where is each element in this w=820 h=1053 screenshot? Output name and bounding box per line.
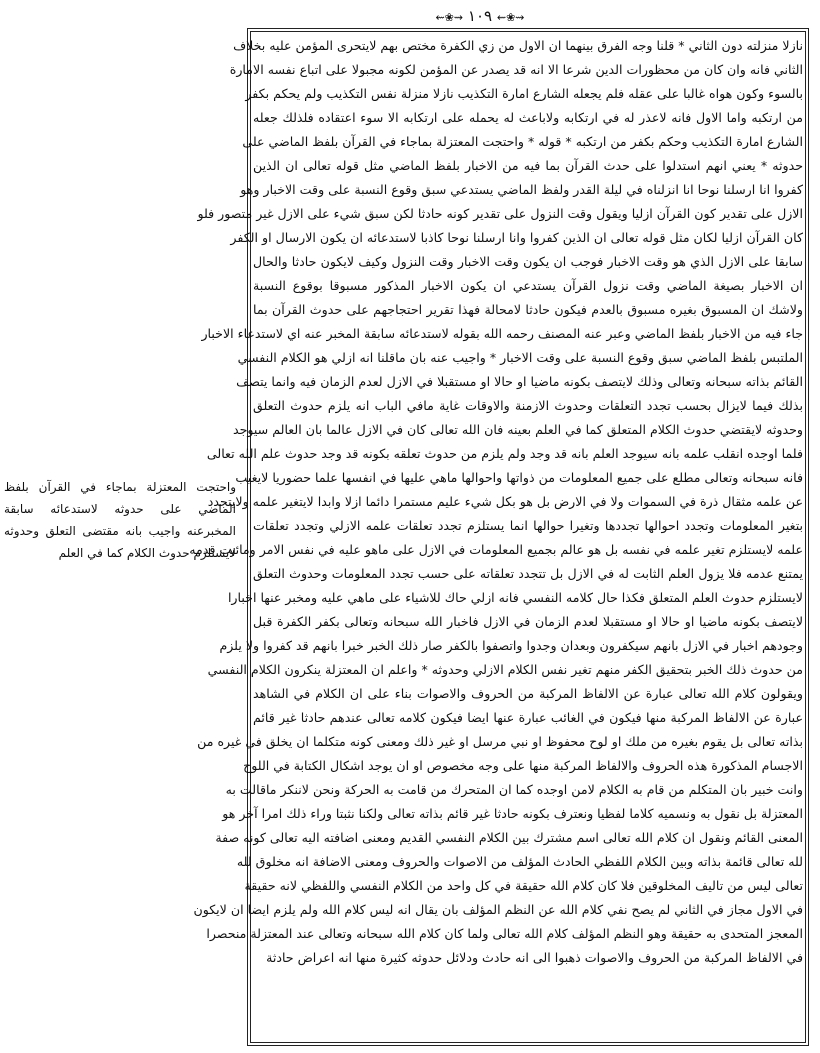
- text-line: وجودهم اخبار في الازل بانهم سيكفرون وبعدان وجدوا واتصفوا بالكفر صار ذلك الخبر خبرا بانهم قد كفروا ولا يلزم: [219, 638, 803, 653]
- text-line: جاء فيه من الاخبار بلفظ الماضي وعبر عنه المصنف رحمه الله بقوله لاستدعائه سابقة المخبر عنه اي لاستدعاء الاخبار: [201, 326, 803, 341]
- text-line: يمتنع عدمه فلا يزول العلم الثابت له في الازل بل تتجدد تعلقاته على حسب تجدد المعلومات وحدوث التعلق: [253, 566, 803, 581]
- text-line: من حدوث ذلك الخبر بتحقيق الكفر منهم تغير نفس الكلام الازلي وحدوثه * واعلم ان المعتزلة ينكرون الكلام النفسي: [207, 662, 803, 677]
- header-ornament-right: ⇜❀⇝: [496, 11, 525, 24]
- margin-note-line: المخبرعنه واجيب بانه مقتضى التعلق وحدوثه: [4, 524, 236, 538]
- text-line: بذلك فيما لايزال بحسب تجدد التعلقات وحدوث الازمنة والاوقات غاية مافي الباب انه يلزم حدوث التعلق: [253, 398, 803, 413]
- text-line: ويقولون كلام الله تعالى عبارة عن الالفاظ المركبة من الحروف والاصوات بناء على ان الكلام في الشاهد: [253, 686, 803, 701]
- text-line: كفروا انا ارسلنا نوحا انا انزلناه في ليلة القدر ولفظ الماضي يستدعي سبق وقوع النسبة على وقت الاخبار وهو: [240, 182, 803, 197]
- text-line: فلما اوجده انقلب علمه بانه سيوجد العلم بانه قد وجد ولم يلزم من حدوث تعلقه بكونه قد وجد حدوث علم الله تعالى: [206, 446, 803, 461]
- text-line: المعجز المتحدى به حقيقة وهو النظم المؤلف كلام الله تعالى ولما كان كلام الله سبحانه وتعالى عند المعتزلة منحصرا: [206, 926, 803, 941]
- text-line: لايتصف بكونه ماضيا او حالا او مستقبلا لعدم الزمان في الازل فاخبار الله سبحانه وتعالى بكفر الكفرة قبل: [253, 614, 803, 629]
- text-line: علمه لايستلزم تغير علمه في نفسه بل هو عالم بجميع المعلومات في الازل على ماهو عليه في نفس الامر ومائبت قدمه: [189, 542, 803, 557]
- text-line: فانه سبحانه وتعالى مطلع على جميع المعلومات من ذواتها واحوالها ماهي عليها في انفسها علما حضوريا لايغيب: [235, 470, 803, 485]
- margin-note-line: الماضي على حدوثه لاستدعائه سابقة: [4, 502, 236, 516]
- text-line: بالسوء وكون هواه غالبا على عقله فلم يجعله الشارع امارة التكذيب نازلا منزلة نفس التكذيب ولم يحكم بكفر: [245, 86, 803, 101]
- text-line: تعالى ليس من تاليف المخلوقين فلا كان كلام الله حقيقة في كل واحد من الكلام النفسي واللفظي لانه حقيقة: [244, 878, 803, 893]
- text-line: حدوثه * يعني انهم استدلوا على حدث القرآن بما فيه من الاخبار بلفظ الماضي مثل قوله تعالى ان الذين: [253, 158, 803, 173]
- header-ornament-left: ⇜❀⇝: [435, 11, 464, 24]
- text-line: لايستلزم حدوث العلم المتعلق فكذا حال كلامه النفسي فانه ازلي حاك للاشياء على ماهي عليه ومخبر عنها اخبارا: [227, 590, 803, 605]
- text-line: الاجسام المذكورة هذه الحروف والالفاظ المركبة منها على وجه مخصوص او ان يوجد اشكال الكتابة في اللوح: [243, 758, 803, 773]
- text-line: الثاني فانه وان كان من محظورات الدين شرعا الا انه قد يصدر عن المؤمن لكونه مجبولا على اتباع نفسه الامارة: [229, 62, 803, 77]
- text-line: الشارع امارة التكذيب وحكم بكفر من ارتكبه * قوله * واحتجت المعتزلة بماجاء في القرآن بلفظ الماضي على: [242, 134, 803, 149]
- text-line: الازل على تقدير كون القرآن ازليا ويقول وقت النزول على تقدير كونه حادثا لكن سبق شيء على الازل غير متصور فلو: [197, 206, 803, 221]
- margin-note-line: واحتجت المعتزلة بماجاء في القرآن بلفظ: [4, 480, 236, 494]
- margin-note-line: لايستلزم حدوث الكلام كما في العلم: [58, 546, 236, 560]
- text-line: في الالفاظ المركبة من الحروف والاصوات ذهبوا الى انه حادث ودلائل حدوثه كثيرة منها انه اعراض حادثة: [266, 950, 803, 965]
- margin-note: [4, 476, 236, 564]
- text-line: ان الاخبار بصيغة الماضي وقت نزول القرآن يستدعي ان يكون الاخبار المذكور مسبوقا بوقوع النسبة: [253, 278, 803, 293]
- page-number: ١٠٩: [467, 7, 493, 25]
- text-line: بتغير المعلومات وتجدد احوالها تجددها وتغيرا حوالها انما يستلزم تجدد تعلقات علمه الازلي وتجدد تعلقات: [253, 518, 803, 533]
- text-line: القائم بذاته سبحانه وتعالى وذلك لايتصف بكونه ماضيا او حالا او مستقبلا في الازل لعدم الزمان فيه وانما يتصف: [236, 374, 803, 389]
- text-line: كان القرآن ازليا لكان مثل قوله تعالى ان الذين كفروا وانا ارسلنا نوحا كاذبا لاستدعائه ان يكون الارسال او الكفر: [230, 230, 803, 245]
- text-line: عن علمه مثقال ذرة في السموات ولا في الارض بل هو بكل شيء عليم مستمرا دائما ازلا وابدا لايتغير علمه ولايتجدد: [207, 494, 803, 509]
- text-line: بذاته تعالى بل يقوم بغيره من ملك او لوح محفوظ او نبي مرسل او غير ذلك ومعنى كونه متكلما ان يخلق في غيره من: [197, 734, 803, 749]
- text-line: في الاول مجاز في الثاني لم يصح نفي كلام الله عن النظم المؤلف بان يقال انه ليس كلام الله ولم يلزم ايضا ان لايكون: [193, 902, 803, 917]
- text-line: الملتبس بلفظ الماضي سبق وقوع النسبة على وقت الاخبار * واجيب عنه بان ماقلنا انه ازلي هو الكلام النفسي: [237, 350, 803, 365]
- text-line: من ارتكبه واما الاول فانه لاعذر له في ارتكابه ولاباعث له يحمله على ارتكابه الا سوء اعتقاده فلذلك جعله: [253, 110, 803, 125]
- text-line: ولاشك ان المسبوق بغيره مسبوق بالعدم فيكون حادثا لامحالة فهذا تقرير احتجاجهم على حدوث القرآن بما: [253, 302, 803, 317]
- main-text-block: [189, 34, 803, 1042]
- text-line: المعتزلة بل نقول به ونسميه كلاما لفظيا ونعترف بكونه حادثا غير قائم بذاته تعالى ولكنا نثبتا وراء ذلك امرا آخر هو: [222, 806, 803, 821]
- text-line: سابقا على الازل الذي هو وقت الاخبار فوجب ان يكون وقت الاخبار وقت النزول وكيف لايكون حادثا والحال: [253, 254, 803, 269]
- text-line: وحدوثه لايقتضي حدوث الكلام المتعلق كما في العلم بعينه فان الله تعالى كان في الازل عالما بان العالم سيوجد: [232, 422, 803, 437]
- text-line: المعنى القائم ونقول ان كلام الله تعالى اسم مشترك بين الكلام النفسي القديم ومعنى اضافته اليه تعالى كونه صفة: [215, 830, 803, 845]
- text-line: عبارة عن الالفاظ المركبة منها فيكون في الغائب عبارة عنها ايضا فيكون كلامه تعالى عندهم حادثا غير قائم: [253, 710, 803, 725]
- text-line: وانت خبير بان المتكلم من قام به الكلام لامن اوجده كما ان المتحرك من قامت به الحركة ونحن لاننكر ماقالت به: [225, 782, 803, 797]
- page-header: [400, 6, 560, 26]
- text-line: لله تعالى قائمة بذاته وبين الكلام اللفظي الحادث المؤلف من الاصوات والحروف ومعنى الاضافة انه مخلوق لله: [236, 854, 803, 869]
- text-line: نازلا منزلته دون الثاني * قلنا وجه الفرق بينهما ان الاول من زي الكفرة مختص بهم لايتحرى المؤمن عليه بخلاف: [233, 38, 803, 53]
